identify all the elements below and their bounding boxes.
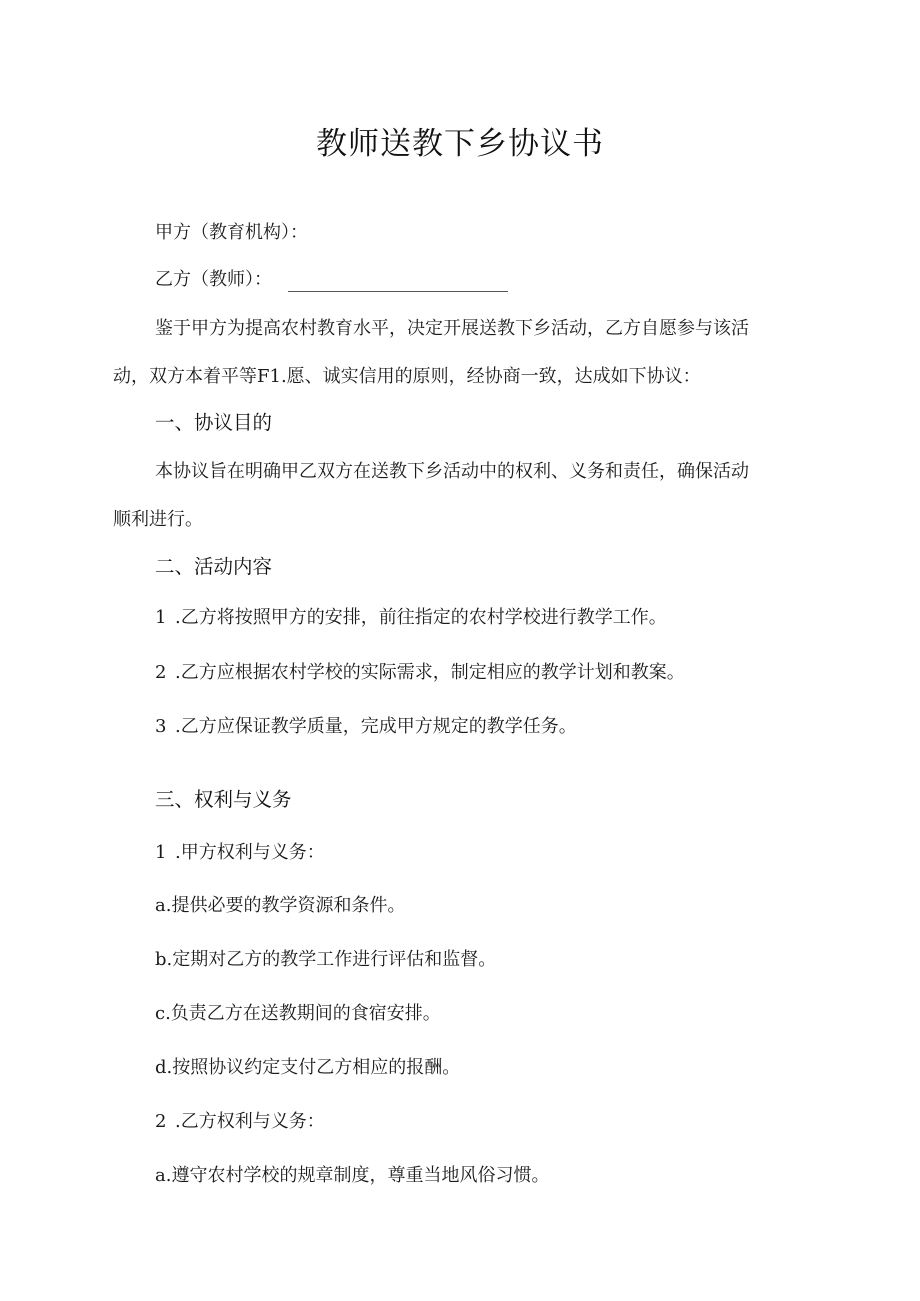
item-text: .乙方权利与义务： [175,1111,325,1132]
item-number: 2 [155,662,167,683]
party-b-rights-item: a.遵守农村学校的规章制度，尊重当地风俗习惯。 [155,1165,550,1186]
section-3-heading: 三、权利与义务 [155,788,292,811]
party-b-signature-blank [288,273,508,292]
item-text: .甲方权利与义务： [175,842,325,863]
item-number: 1 [155,842,167,863]
section-2-item [155,715,577,739]
party-a-line [155,221,308,245]
section-2-heading: 二、活动内容 [155,555,273,578]
party-a-rights-item: a.提供必要的教学资源和条件。 [155,895,406,916]
item-number: 2 [155,1111,167,1132]
section-1-line-2: 顺利进行。 [113,509,203,530]
party-b-label: 乙方（教师）： [155,269,272,290]
section-2-item [155,606,667,630]
section-2-item [155,661,685,685]
item-text: .乙方将按照甲方的安排，前往指定的农村学校进行教学工作。 [175,607,667,628]
party-b-rights-title [155,1110,325,1134]
party-a-rights-item: b.定期对乙方的教学工作进行评估和监督。 [155,949,497,970]
item-text: .乙方应保证教学质量，完成甲方规定的教学任务。 [175,716,577,737]
preamble-line-2: 动，双方本着平等F1.愿、诚实信用的原则，经协商一致，达成如下协议： [113,366,701,387]
section-1-line-1: 本协议旨在明确甲乙双方在送教下乡活动中的权利、义务和责任，确保活动 [155,461,749,482]
party-a-label: 甲方（教育机构）： [155,222,308,243]
item-number: 1 [155,607,167,628]
document-title: 教师送教下乡协议书 [316,126,604,162]
preamble-line-1: 鉴于甲方为提高农村教育水平，决定开展送教下乡活动，乙方自愿参与该活 [155,318,749,339]
party-b-line [155,268,508,292]
party-a-rights-item: c.负责乙方在送教期间的食宿安排。 [155,1003,441,1024]
item-number: 3 [155,716,167,737]
party-a-rights-item: d.按照协议约定支付乙方相应的报酬。 [155,1057,461,1078]
party-a-rights-title [155,841,325,865]
item-text: .乙方应根据农村学校的实际需求，制定相应的教学计划和教案。 [175,662,685,683]
section-1-heading: 一、协议目的 [155,411,273,434]
